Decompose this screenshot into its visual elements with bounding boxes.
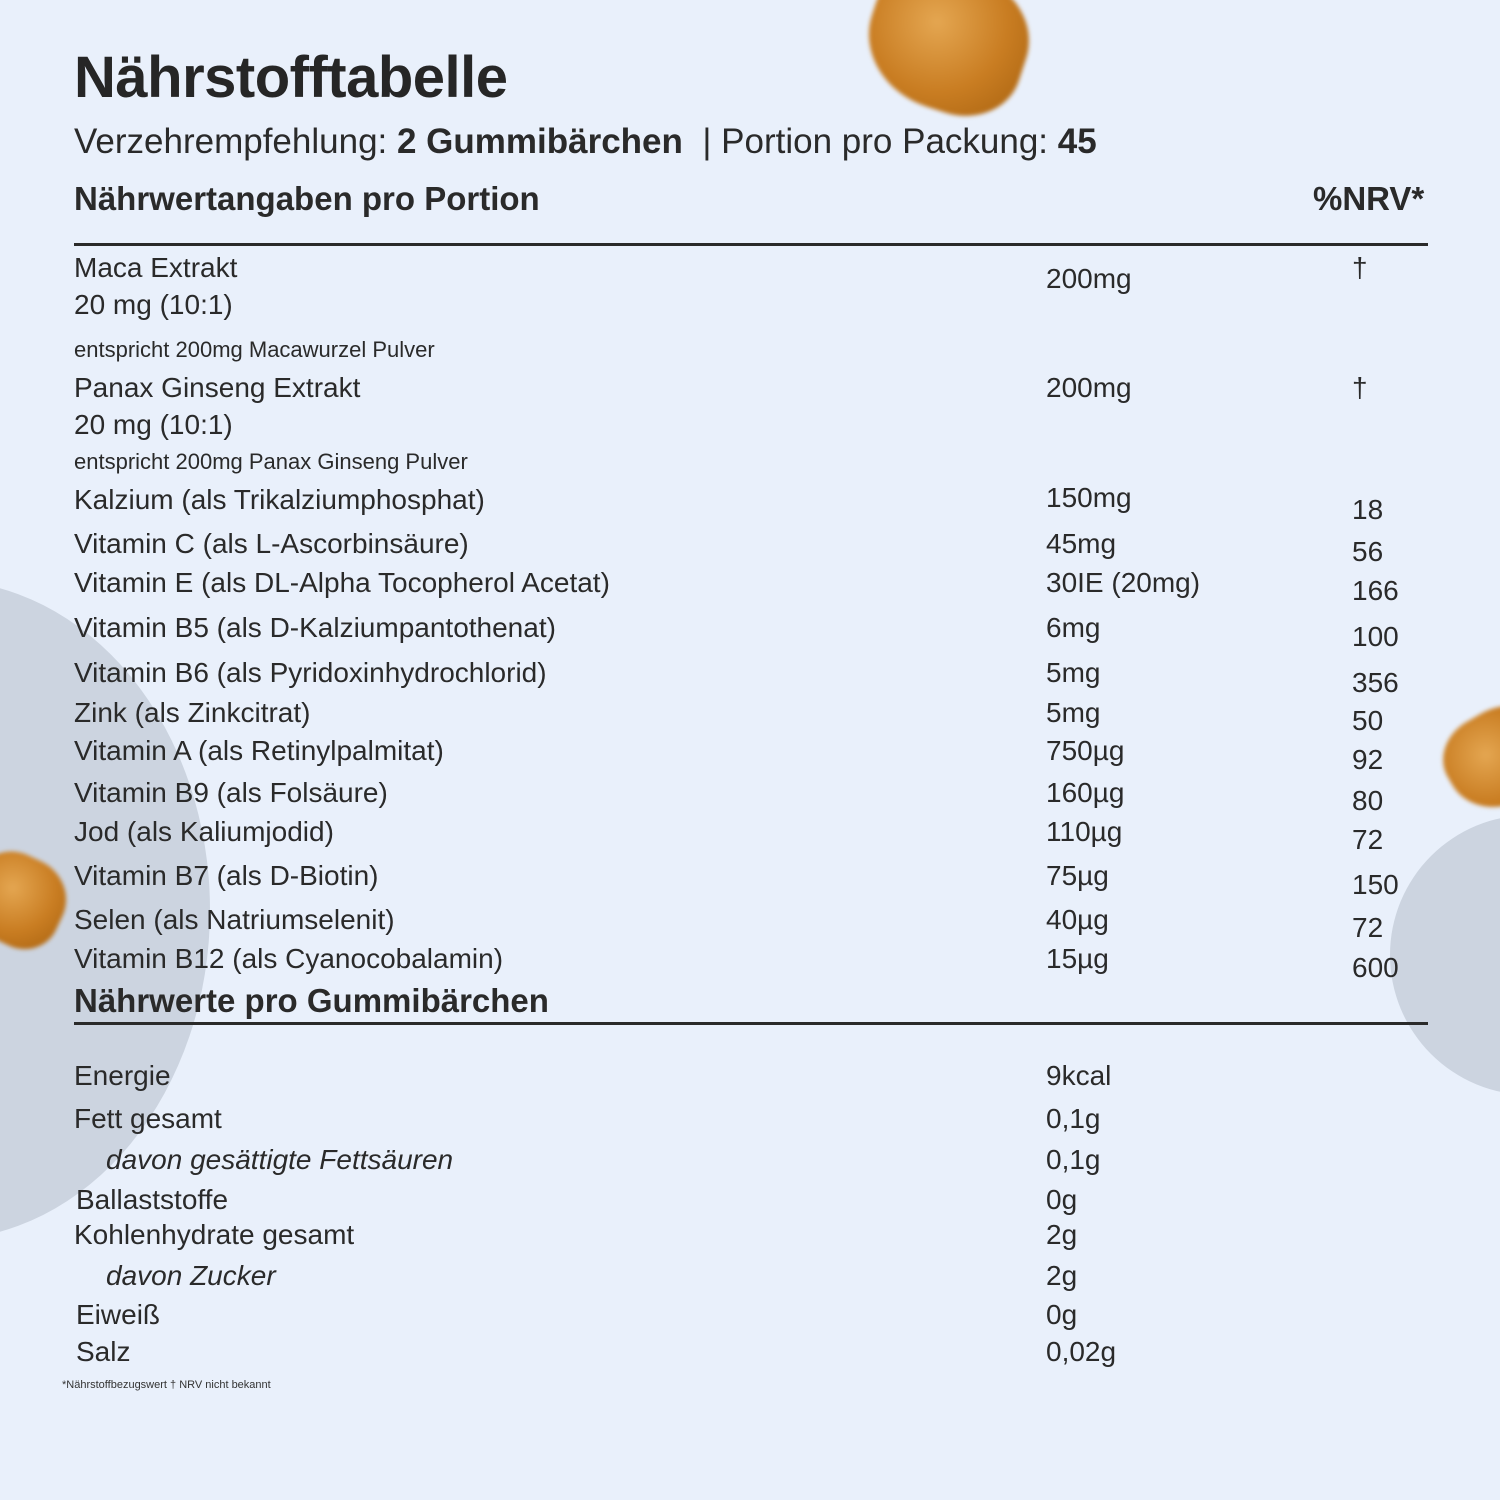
per-gummy-name: Ballaststoffe: [76, 1184, 229, 1215]
nutrient-amount: 5mg: [1046, 657, 1101, 688]
nutrient-amount: 15µg: [1046, 943, 1109, 974]
extract-name: Maca Extrakt: [74, 252, 238, 283]
per-gummy-amount: 2g: [1046, 1260, 1078, 1291]
extract-nrv: †: [1352, 372, 1368, 403]
nutrient-amount: 6mg: [1046, 612, 1101, 643]
separator: |: [682, 122, 722, 161]
nrv-column-header: %NRV*: [1313, 180, 1425, 217]
portions-label: Portion pro Packung:: [721, 122, 1058, 161]
nutrient-name: Vitamin B6 (als Pyridoxinhydrochlorid): [74, 657, 547, 688]
per-gummy-name: davon Zucker: [106, 1260, 276, 1291]
serving-info: [74, 122, 1097, 162]
dose-value: 2 Gummibärchen: [396, 122, 683, 161]
per-gummy-amount: 0,02g: [1046, 1336, 1117, 1367]
divider-bottom: [74, 1022, 1428, 1025]
footnote: *Nährstoffbezugswert † NRV nicht bekannt: [62, 1379, 271, 1391]
nutrient-amount: 750µg: [1046, 735, 1125, 766]
nutrient-nrv: 600: [1352, 952, 1399, 983]
per-gummy-name: Eiweiß: [76, 1299, 161, 1330]
extract-dose: 20 mg (10:1): [74, 289, 233, 320]
nutrient-amount: 75µg: [1046, 860, 1109, 891]
nutrient-name: Vitamin B12 (als Cyanocobalamin): [74, 943, 504, 974]
nutrient-nrv: 100: [1352, 621, 1399, 652]
nutrient-amount: 45mg: [1046, 528, 1117, 559]
per-gummy-amount: 0g: [1046, 1299, 1078, 1330]
page-title: Nährstofftabelle: [74, 45, 508, 110]
per-gummy-name: Kohlenhydrate gesamt: [74, 1219, 355, 1250]
per-gummy-amount: 9kcal: [1046, 1060, 1112, 1091]
nutrient-amount: 30IE (20mg): [1046, 567, 1201, 598]
divider-top: [74, 243, 1428, 246]
nutrient-name: Vitamin A (als Retinylpalmitat): [74, 735, 444, 766]
extract-amount: 200mg: [1046, 263, 1132, 294]
extract-amount: 200mg: [1046, 372, 1132, 403]
per-gummy-name: Energie: [74, 1060, 171, 1091]
nutrient-nrv: 92: [1352, 744, 1384, 775]
per-gummy-amount: 0g: [1046, 1184, 1078, 1215]
nutrient-name: Zink (als Zinkcitrat): [74, 697, 311, 728]
dose-label: Verzehrempfehlung:: [74, 122, 397, 161]
gummy-bear-image-right: [1429, 689, 1500, 826]
nutrient-amount: 150mg: [1046, 482, 1132, 513]
per-gummy-name: davon gesättigte Fettsäuren: [106, 1144, 454, 1175]
background-circle-right: [1390, 815, 1500, 1095]
nutrient-amount: 40µg: [1046, 904, 1109, 935]
nutrient-amount: 160µg: [1046, 777, 1125, 808]
portions-value: 45: [1057, 122, 1097, 161]
extract-note: entspricht 200mg Panax Ginseng Pulver: [74, 449, 468, 474]
nutrient-name: Kalzium (als Trikalziumphosphat): [74, 484, 485, 515]
nutrient-nrv: 150: [1352, 869, 1399, 900]
per-gummy-amount: 0,1g: [1046, 1103, 1101, 1134]
nutrient-nrv: 50: [1352, 705, 1384, 736]
nutrient-name: Vitamin B9 (als Folsäure): [74, 777, 388, 808]
nutrient-nrv: 56: [1352, 536, 1384, 567]
nutrient-name: Jod (als Kaliumjodid): [74, 816, 334, 847]
nutrient-nrv: 72: [1352, 824, 1384, 855]
nutrient-name: Vitamin B5 (als D-Kalziumpantothenat): [74, 612, 556, 643]
nutrient-amount: 5mg: [1046, 697, 1101, 728]
nutrient-nrv: 356: [1352, 667, 1399, 698]
nutrient-name: Vitamin C (als L-Ascorbinsäure): [74, 528, 469, 559]
nutrient-nrv: 166: [1352, 575, 1399, 606]
nutrient-amount: 110µg: [1046, 816, 1123, 847]
nutrient-nrv: 72: [1352, 912, 1384, 943]
extract-note: entspricht 200mg Macawurzel Pulver: [74, 337, 435, 362]
nutrient-name: Vitamin E (als DL-Alpha Tocopherol Acetat): [74, 567, 610, 598]
section-title-per-portion: Nährwertangaben pro Portion: [74, 180, 540, 217]
section-title-per-gummy: Nährwerte pro Gummibärchen: [74, 982, 549, 1019]
nutrient-nrv: 18: [1352, 494, 1384, 525]
extract-name: Panax Ginseng Extrakt: [74, 372, 361, 403]
nutrient-name: Vitamin B7 (als D-Biotin): [74, 860, 379, 891]
nutrient-nrv: 80: [1352, 785, 1384, 816]
gummy-bear-image-top: [850, 0, 1045, 131]
extract-nrv: †: [1352, 252, 1368, 283]
per-gummy-amount: 2g: [1046, 1219, 1078, 1250]
per-gummy-name: Salz: [76, 1336, 131, 1367]
per-gummy-name: Fett gesamt: [74, 1103, 222, 1134]
per-gummy-amount: 0,1g: [1046, 1144, 1101, 1175]
extract-dose: 20 mg (10:1): [74, 409, 233, 440]
nutrient-name: Selen (als Natriumselenit): [74, 904, 395, 935]
